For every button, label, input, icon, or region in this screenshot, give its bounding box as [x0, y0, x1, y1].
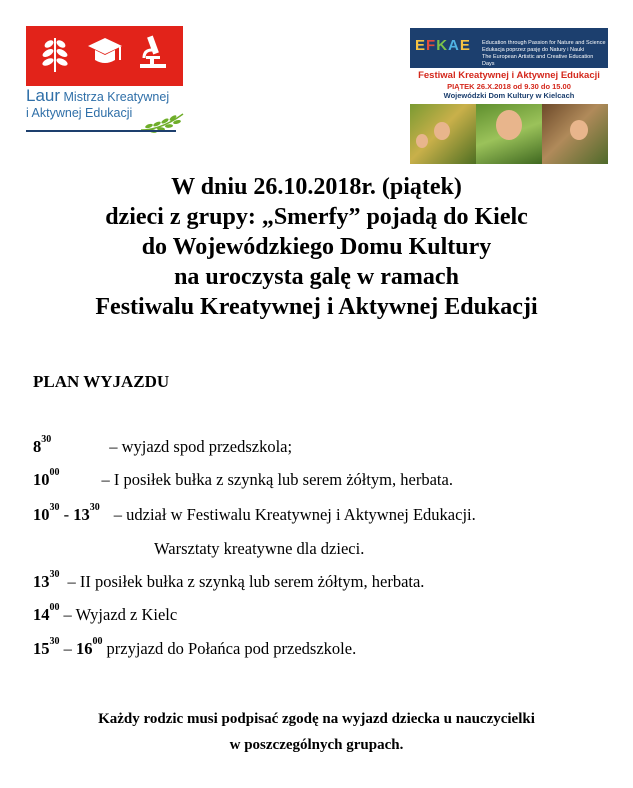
poster-title: Festiwal Kreatywnej i Aktywnej Edukacji [418, 70, 600, 81]
plan-item-text: – wyjazd spod przedszkola; [109, 437, 293, 456]
plan-item-text: – I posiłek bułka z szynką lub serem żółtym, herbata. [101, 470, 453, 489]
headline-line-5: Festiwalu Kreatywnej i Aktywnej Edukacji [95, 294, 538, 320]
parent-consent-notice [0, 706, 633, 758]
graduation-cap-icon [86, 34, 124, 74]
poster-date: PIĄTEK 26.X.2018 od 9.30 do 15.00 [447, 82, 571, 91]
plan-item-text: – Wyjazd z Kielc [63, 605, 178, 624]
laur-brand-word: Laur [26, 86, 61, 105]
time-start: $13^{30}$ [33, 569, 60, 591]
time-start: $14^{00}$ [33, 602, 60, 624]
headline-line-3: do Wojewódzkiego Domu Kultury [141, 234, 492, 260]
plan-item [33, 602, 178, 625]
time-separator: – [59, 639, 76, 658]
festival-poster [410, 28, 608, 164]
logo-red-banner [26, 26, 183, 86]
headline-line-4: na uroczysta galę w ramach [174, 264, 459, 290]
slogan-line-1: Education through Passion for Nature and Science [482, 40, 606, 46]
plan-item-text: przyjazd do Połańca pod przedszkole. [106, 639, 357, 658]
plan-item [33, 636, 357, 659]
plan-item-text: – II posiłek bułka z szynką lub serem żółtym, herbata. [67, 572, 425, 591]
laur-line1: Mistrza Kreatywnej [63, 90, 170, 104]
time-start: $8^{30}$ [33, 434, 52, 456]
laur-line2: i Aktywnej Edukacji [26, 106, 133, 120]
time-start: $10^{00}$ [33, 467, 60, 489]
plan-item [33, 467, 453, 490]
microscope-icon [136, 34, 170, 74]
time-separator: - [59, 505, 74, 524]
headline-line-1: W dniu 26.10.2018r. (piątek) [171, 174, 462, 200]
time-start: $10^{30}$ [33, 502, 60, 524]
announcement-headline [0, 172, 633, 322]
poster-place: Wojewódzki Dom Kultury w Kielcach [443, 91, 575, 100]
plan-item [33, 434, 293, 457]
poster-header-band [410, 28, 608, 68]
poster-slogan [482, 40, 606, 68]
photo-children-nature [410, 104, 476, 164]
footer-line-2: w poszczególnych grupach. [229, 737, 404, 753]
plan-item-text: – udział w Festiwalu Kreatywnej i Aktywnej Edukacji. [113, 505, 476, 524]
plan-item [33, 502, 476, 525]
photo-smiling-boy [476, 104, 542, 164]
photo-child-outdoors [542, 104, 608, 164]
footer-line-1: Każdy rodzic musi podpisać zgodę na wyjazd dziecka u nauczycielki [98, 711, 535, 727]
time-end: $13^{30}$ [73, 502, 100, 524]
slogan-line-3: The European Artistic and Creative Education Days [482, 54, 594, 67]
slogan-line-2: Edukacja poprzez pasję do Natury i Nauki [482, 47, 585, 53]
headline-line-2: dzieci z grupy: „Smerfy” pojadą do Kielc [105, 204, 528, 230]
laurel-branch-icon [38, 34, 72, 74]
poster-photos [410, 104, 608, 164]
time-end: $16^{00}$ [76, 636, 103, 658]
plan-item [33, 569, 425, 592]
plan-title: PLAN WYJAZDU [33, 372, 170, 391]
time-start: $15^{30}$ [33, 636, 60, 658]
efkae-logo: EFKAE [415, 37, 471, 54]
laur-logo [26, 26, 186, 136]
plan-item-continuation: Warsztaty kreatywne dla dzieci. [154, 539, 365, 558]
logo-underline [26, 130, 176, 132]
